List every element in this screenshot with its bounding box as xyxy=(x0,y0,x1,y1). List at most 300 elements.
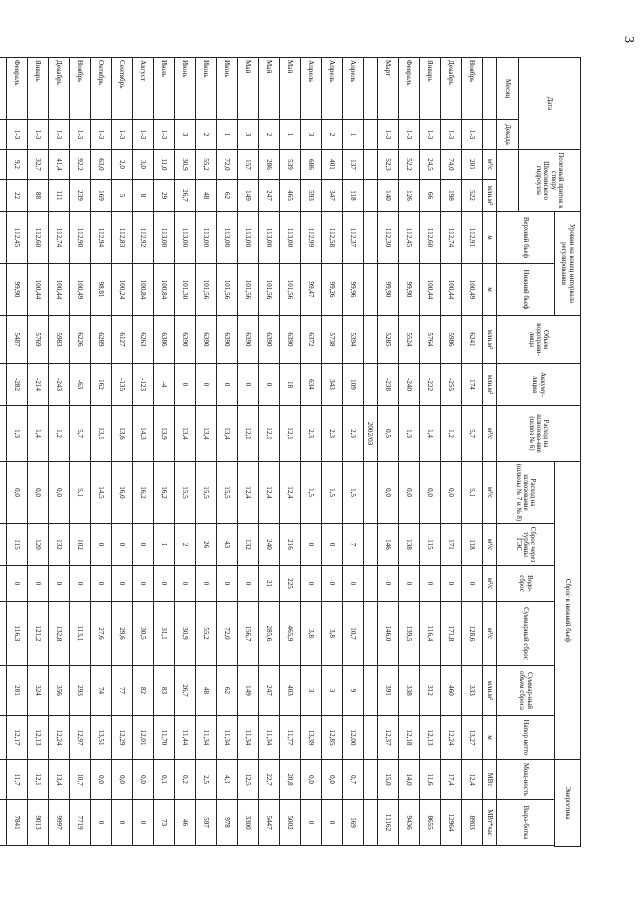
table-cell: 0 xyxy=(378,566,399,602)
table-cell: 99,90 xyxy=(7,264,28,316)
table-cell xyxy=(364,800,378,846)
month-cell: Октябрь xyxy=(91,58,112,120)
table-cell: -243 xyxy=(49,364,70,406)
table-cell: 55,2 xyxy=(196,150,217,180)
table-cell: 99,26 xyxy=(322,264,343,316)
table-cell: 3 xyxy=(301,666,322,716)
table-cell xyxy=(0,316,7,364)
table-cell: 14,5 xyxy=(91,462,112,524)
table-cell: 0 xyxy=(301,524,322,566)
table-cell: 1-3 xyxy=(7,120,28,150)
table-cell: 112,90 xyxy=(70,212,91,264)
table-cell: 225 xyxy=(280,566,301,602)
table-cell: 6289 xyxy=(91,316,112,364)
month-cell: Май xyxy=(238,58,259,120)
table-cell: 0 xyxy=(112,524,133,566)
table-cell: 12,29 xyxy=(112,716,133,760)
table-cell: 0,7 xyxy=(343,760,364,800)
table-cell: 1,4 xyxy=(420,406,441,462)
header-discharge-group: Сброс в нижний бьеф xyxy=(555,462,581,760)
table-cell: -255 xyxy=(441,364,462,406)
table-cell: 100,44 xyxy=(420,264,441,316)
table-cell: 112,74 xyxy=(441,212,462,264)
header-decade: Декада xyxy=(497,120,519,150)
table-cell: 112,83 xyxy=(112,212,133,264)
table-cell: 74,0 xyxy=(441,150,462,180)
table-cell: 6127 xyxy=(112,316,133,364)
table-cell: 12,24 xyxy=(49,716,70,760)
table-cell: 115 xyxy=(420,524,441,566)
table-cell: 16,2 xyxy=(154,462,175,524)
table-cell: 6390 xyxy=(280,316,301,364)
table-row xyxy=(0,58,7,847)
table-cell: 0,0 xyxy=(441,462,462,524)
table-cell: 102 xyxy=(70,524,91,566)
table-cell: 0 xyxy=(175,566,196,602)
table-cell: 0 xyxy=(175,364,196,406)
table-cell: 112,74 xyxy=(49,212,70,264)
table-cell: 8 xyxy=(133,180,154,212)
table-cell: 1-3 xyxy=(378,120,399,150)
table-cell xyxy=(364,666,378,716)
table-cell: 13,4 xyxy=(217,406,238,462)
month-cell: Ноябрь xyxy=(70,58,91,120)
table-cell: 101,56 xyxy=(280,264,301,316)
table-cell: 2,3 xyxy=(343,406,364,462)
table-cell: 3 xyxy=(322,666,343,716)
table-cell: 11,34 xyxy=(196,716,217,760)
table-cell: 1 xyxy=(217,120,238,150)
table-cell: 12,13 xyxy=(420,716,441,760)
table-cell: 312 xyxy=(420,666,441,716)
table-cell xyxy=(0,760,7,800)
unit-label: м xyxy=(483,264,497,316)
table-cell: 13,4 xyxy=(196,406,217,462)
table-cell: 13,6 xyxy=(112,406,133,462)
table-cell: 1,2 xyxy=(49,406,70,462)
table-cell: 324 xyxy=(28,666,49,716)
table-cell: 0 xyxy=(462,566,483,602)
table-cell: 14,0 xyxy=(399,760,420,800)
table-cell: 112,30 xyxy=(378,212,399,264)
table-cell: 15,5 xyxy=(175,462,196,524)
table-cell: 10,7 xyxy=(343,602,364,666)
table-cell: 174 xyxy=(462,364,483,406)
table-cell: 169 xyxy=(343,800,364,846)
table-cell: 146 xyxy=(378,524,399,566)
table-cell: 6372 xyxy=(301,316,322,364)
table-cell xyxy=(0,180,7,212)
table-cell xyxy=(364,150,378,180)
header-output: Выра-ботка xyxy=(497,800,555,846)
table-cell: 82 xyxy=(133,666,154,716)
table-cell: 100,84 xyxy=(133,264,154,316)
table-cell: 12964 xyxy=(441,800,462,846)
table-cell: 24,5 xyxy=(420,150,441,180)
table-cell xyxy=(0,566,7,602)
table-cell: 247 xyxy=(259,180,280,212)
table-cell: 6241 xyxy=(462,316,483,364)
table-cell xyxy=(364,316,378,364)
table-row xyxy=(196,58,217,847)
table-cell: 0 xyxy=(343,566,364,602)
table-cell: 74 xyxy=(91,666,112,716)
table-cell: 140 xyxy=(378,180,399,212)
table-cell: 1 xyxy=(154,524,175,566)
table-cell: 120 xyxy=(28,524,49,566)
table-row xyxy=(28,58,49,847)
table-cell: 118 xyxy=(343,180,364,212)
month-cell: Май xyxy=(280,58,301,120)
table-cell: 109 xyxy=(343,364,364,406)
table-cell: 126 xyxy=(399,180,420,212)
table-cell xyxy=(364,180,378,212)
table-cell xyxy=(364,212,378,264)
table-row xyxy=(91,58,112,847)
table-cell xyxy=(0,364,7,406)
table-cell: 12,4 xyxy=(462,760,483,800)
table-cell: 12,1 xyxy=(28,760,49,800)
table-cell: 0 xyxy=(322,800,343,846)
month-cell: Ноябрь xyxy=(462,58,483,120)
table-cell: 112,94 xyxy=(91,212,112,264)
table-cell xyxy=(364,120,378,150)
table-cell: 99,96 xyxy=(343,264,364,316)
table-cell: 100,84 xyxy=(154,264,175,316)
table-cell: 116,4 xyxy=(420,602,441,666)
units-row xyxy=(483,58,497,847)
table-cell xyxy=(364,566,378,602)
table-cell: 0 xyxy=(399,566,420,602)
table-cell: 171,8 xyxy=(441,602,462,666)
month-cell: Декабрь xyxy=(49,58,70,120)
table-cell: 113,00 xyxy=(217,212,238,264)
table-cell xyxy=(0,406,7,462)
header-month: Месяц xyxy=(497,58,519,120)
table-cell: 6390 xyxy=(196,316,217,364)
table-cell: 0 xyxy=(238,364,259,406)
table-cell: 201 xyxy=(462,150,483,180)
table-cell: 101,56 xyxy=(217,264,238,316)
table-cell: 6226 xyxy=(70,316,91,364)
table-cell: 6390 xyxy=(175,316,196,364)
table-row xyxy=(301,58,322,847)
table-cell: 333 xyxy=(462,666,483,716)
table-cell: 113,00 xyxy=(154,212,175,264)
table-cell: 31,1 xyxy=(154,602,175,666)
table-cell: 239 xyxy=(70,180,91,212)
table-cell: 11,34 xyxy=(238,716,259,760)
table-cell: 539 xyxy=(280,150,301,180)
table-cell: 597 xyxy=(196,800,217,846)
table-cell: 128,6 xyxy=(462,602,483,666)
table-cell: 113,00 xyxy=(259,212,280,264)
table-cell: 113,00 xyxy=(238,212,259,264)
table-cell: 13,4 xyxy=(49,760,70,800)
table-cell: 0 xyxy=(301,566,322,602)
table-cell: 0,0 xyxy=(133,760,154,800)
table-cell: 100,44 xyxy=(28,264,49,316)
table-cell: 0 xyxy=(112,800,133,846)
table-cell: 198 xyxy=(441,180,462,212)
table-cell: 101,30 xyxy=(175,264,196,316)
table-cell: 9013 xyxy=(28,800,49,846)
header-turbine-flow: Сброс через турбины ГЭС xyxy=(497,524,555,566)
table-cell: 30,5 xyxy=(133,602,154,666)
table-cell: 247 xyxy=(259,666,280,716)
month-cell: Июнь xyxy=(175,58,196,120)
table-cell: 0 xyxy=(301,800,322,846)
table-cell xyxy=(0,666,7,716)
table-cell: 0 xyxy=(322,524,343,566)
table-cell: 281 xyxy=(7,666,28,716)
table-cell: 20,8 xyxy=(280,760,301,800)
table-cell: 216 xyxy=(280,524,301,566)
table-cell: 12,85 xyxy=(322,716,343,760)
table-cell: -123 xyxy=(133,364,154,406)
table-cell xyxy=(364,58,378,120)
table-cell: 157 xyxy=(238,150,259,180)
table-cell: 5447 xyxy=(259,800,280,846)
table-cell xyxy=(0,462,7,524)
table-cell: 0 xyxy=(322,566,343,602)
table-row xyxy=(322,58,343,847)
table-cell: 0 xyxy=(133,524,154,566)
table-cell: 634 xyxy=(301,364,322,406)
table-cell xyxy=(364,602,378,666)
table-cell: 149 xyxy=(238,666,259,716)
month-cell: Август xyxy=(133,58,154,120)
table-cell: 0 xyxy=(420,566,441,602)
table-cell xyxy=(0,602,7,666)
unit-label: м³/с xyxy=(483,406,497,462)
table-cell: 285,6 xyxy=(259,602,280,666)
table-cell: 3,0 xyxy=(133,150,154,180)
table-cell: 13,1 xyxy=(91,406,112,462)
table-cell: 52,2 xyxy=(399,150,420,180)
unit-label: млн.м³ xyxy=(483,666,497,716)
table-cell: 11,44 xyxy=(175,716,196,760)
table-cell: 55,2 xyxy=(196,602,217,666)
table-cell: 3 xyxy=(238,120,259,150)
table-row xyxy=(280,58,301,847)
rotated-table-container xyxy=(13,57,581,847)
table-cell: 1-3 xyxy=(420,120,441,150)
unit-label: м xyxy=(483,212,497,264)
table-cell xyxy=(364,524,378,566)
table-cell: 113,00 xyxy=(175,212,196,264)
table-cell: -282 xyxy=(7,364,28,406)
table-cell: 6390 xyxy=(259,316,280,364)
table-cell: 1,5 xyxy=(301,462,322,524)
table-cell: 286 xyxy=(259,150,280,180)
table-cell: 0 xyxy=(7,566,28,602)
table-cell: 0,0 xyxy=(420,462,441,524)
month-cell: Сентябрь xyxy=(112,58,133,120)
table-cell: 686 xyxy=(301,150,322,180)
table-cell: -63 xyxy=(70,364,91,406)
regulation-table xyxy=(0,57,581,847)
table-cell xyxy=(364,364,378,406)
page-number: 3 xyxy=(621,36,636,43)
table-cell: 4,1 xyxy=(217,760,238,800)
table-cell: 118 xyxy=(462,524,483,566)
unit-label: МВт xyxy=(483,760,497,800)
table-cell: 1,3 xyxy=(7,406,28,462)
table-cell: 138 xyxy=(399,524,420,566)
table-cell: 12,97 xyxy=(70,716,91,760)
table-row xyxy=(441,58,462,847)
table-cell: 0,0 xyxy=(91,760,112,800)
table-cell: 2,3 xyxy=(301,406,322,462)
table-cell: 1-3 xyxy=(399,120,420,150)
section-row xyxy=(364,58,378,847)
table-cell: 0,0 xyxy=(7,462,28,524)
table-cell: 12,1 xyxy=(238,406,259,462)
table-cell: 100,44 xyxy=(49,264,70,316)
table-cell: 0 xyxy=(49,566,70,602)
table-cell xyxy=(0,800,7,846)
table-cell: 17,4 xyxy=(441,760,462,800)
table-cell: 0,0 xyxy=(28,462,49,524)
header-lower-pool: Нижний бьеф xyxy=(497,264,555,316)
table-cell: 112,45 xyxy=(399,212,420,264)
table-cell: 113,1 xyxy=(70,602,91,666)
table-row xyxy=(420,58,441,847)
table-cell: 32,7 xyxy=(28,150,49,180)
table-cell: 11,34 xyxy=(217,716,238,760)
table-cell: 1-3 xyxy=(28,120,49,150)
table-cell: 593 xyxy=(301,180,322,212)
table-cell: 3 xyxy=(175,120,196,150)
table-cell: 0 xyxy=(91,566,112,602)
table-cell: 41,4 xyxy=(49,150,70,180)
table-cell: 12,24 xyxy=(441,716,462,760)
table-cell: 73 xyxy=(154,800,175,846)
month-cell: Июнь xyxy=(196,58,217,120)
table-cell: 15,5 xyxy=(217,462,238,524)
table-cell: 101,56 xyxy=(196,264,217,316)
unit-label: м³/с xyxy=(483,602,497,666)
table-cell: 83 xyxy=(154,666,175,716)
table-cell: 1,3 xyxy=(399,406,420,462)
table-cell: 0 xyxy=(112,566,133,602)
table-cell: 5986 xyxy=(441,316,462,364)
table-cell: 3300 xyxy=(238,800,259,846)
table-cell: 43 xyxy=(217,524,238,566)
table-cell: 0 xyxy=(133,566,154,602)
table-cell: 12,37 xyxy=(378,716,399,760)
table-cell: 30,9 xyxy=(175,602,196,666)
table-cell: 9436 xyxy=(399,800,420,846)
table-cell: 12,1 xyxy=(259,406,280,462)
table-cell: 112,60 xyxy=(420,212,441,264)
table-cell xyxy=(364,462,378,524)
table-cell: 112,60 xyxy=(28,212,49,264)
table-cell: 63,0 xyxy=(91,150,112,180)
table-cell: 347 xyxy=(322,180,343,212)
table-cell: 0 xyxy=(196,566,217,602)
table-cell: 99,90 xyxy=(378,264,399,316)
table-cell: 465 xyxy=(280,180,301,212)
table-cell: 11,77 xyxy=(280,716,301,760)
table-cell: 100,49 xyxy=(70,264,91,316)
table-cell: 137 xyxy=(343,150,364,180)
table-cell: 52,3 xyxy=(378,150,399,180)
table-cell: 26,7 xyxy=(175,180,196,212)
table-cell: 5524 xyxy=(399,316,420,364)
table-cell xyxy=(483,58,497,120)
table-cell: 2,5 xyxy=(196,760,217,800)
header-net-head: Напор нетто xyxy=(497,716,555,760)
table-cell xyxy=(483,120,497,150)
unit-label: млн.м³ xyxy=(483,316,497,364)
table-row xyxy=(259,58,280,847)
table-cell xyxy=(364,716,378,760)
header-total-release: Суммарный сброс xyxy=(497,602,555,666)
table-cell: 99,47 xyxy=(301,264,322,316)
unit-label: м³/с xyxy=(483,566,497,602)
month-cell: Январь xyxy=(28,58,49,120)
header-upper-pool: Верхний бьеф xyxy=(497,212,555,264)
table-cell: 9 xyxy=(343,666,364,716)
table-cell: 6386 xyxy=(154,316,175,364)
table-cell: 5285 xyxy=(378,316,399,364)
table-cell: 18 xyxy=(280,364,301,406)
table-cell: 5764 xyxy=(420,316,441,364)
table-cell: -4 xyxy=(154,364,175,406)
table-cell: 62 xyxy=(217,180,238,212)
table-cell: 6263 xyxy=(133,316,154,364)
table-cell: 403 xyxy=(280,666,301,716)
table-cell: 12,5 xyxy=(238,760,259,800)
table-cell: 112,99 xyxy=(301,212,322,264)
month-cell: Январь xyxy=(420,58,441,120)
table-cell: 12,00 xyxy=(343,716,364,760)
table-cell: 139,5 xyxy=(399,602,420,666)
table-cell: 22 xyxy=(7,180,28,212)
table-cell: 14,3 xyxy=(133,406,154,462)
table-cell: 1,5 xyxy=(322,462,343,524)
unit-label: млн.м³ xyxy=(483,180,497,212)
table-cell: 1,4 xyxy=(28,406,49,462)
table-cell: 27,6 xyxy=(91,602,112,666)
table-cell: 343 xyxy=(322,364,343,406)
table-cell: 5983 xyxy=(49,316,70,364)
table-cell: 72,0 xyxy=(217,602,238,666)
table-cell: 149 xyxy=(238,180,259,212)
table-cell: 169 xyxy=(91,180,112,212)
table-cell: 0,2 xyxy=(175,760,196,800)
table-cell: 8903 xyxy=(462,800,483,846)
table-cell: 26,7 xyxy=(175,666,196,716)
table-cell: 5394 xyxy=(343,316,364,364)
table-cell: 1,2 xyxy=(441,406,462,462)
table-cell xyxy=(0,264,7,316)
table-cell: 12,18 xyxy=(399,716,420,760)
table-cell: 48 xyxy=(196,666,217,716)
table-cell: 92,2 xyxy=(70,150,91,180)
table-cell: 0,5 xyxy=(378,406,399,462)
table-cell: 1 xyxy=(280,120,301,150)
month-cell xyxy=(0,58,7,120)
table-cell: 11,6 xyxy=(420,760,441,800)
table-cell: 26 xyxy=(196,524,217,566)
table-cell: 0,0 xyxy=(112,760,133,800)
table-cell: 9997 xyxy=(49,800,70,846)
table-cell: 13,4 xyxy=(175,406,196,462)
table-cell: 2 xyxy=(259,120,280,150)
